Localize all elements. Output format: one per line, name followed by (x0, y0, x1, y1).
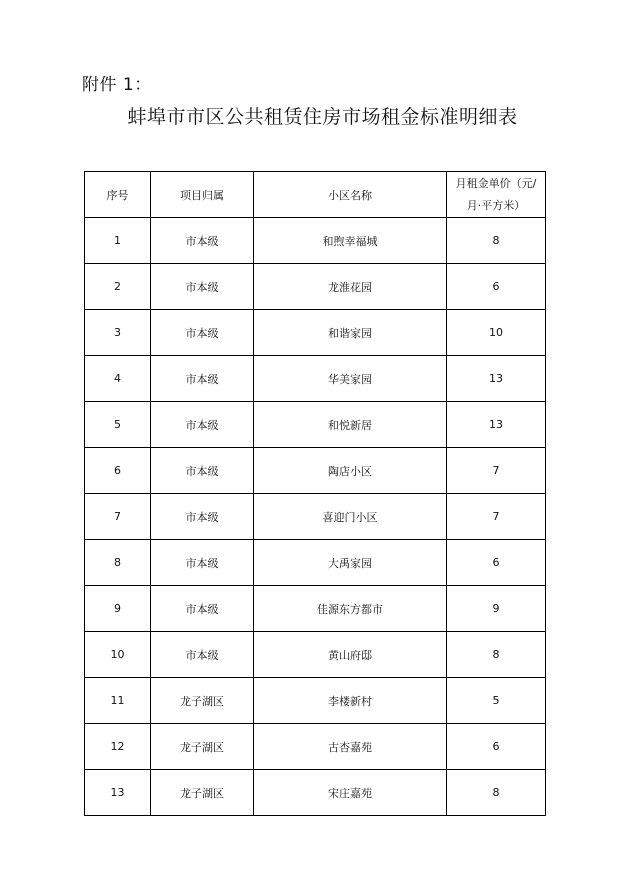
table-row (85, 264, 546, 310)
table-header-row (85, 172, 546, 218)
cell-index: 3 (85, 310, 151, 356)
cell-price: 13 (447, 402, 546, 448)
table-row (85, 356, 546, 402)
table-row (85, 310, 546, 356)
cell-index: 13 (85, 770, 151, 816)
cell-affiliation: 市本级 (151, 632, 254, 678)
cell-affiliation: 龙子湖区 (151, 678, 254, 724)
cell-price: 5 (447, 678, 546, 724)
cell-index: 1 (85, 218, 151, 264)
cell-index: 7 (85, 494, 151, 540)
table-row (85, 678, 546, 724)
table-body (85, 218, 546, 816)
cell-price: 10 (447, 310, 546, 356)
cell-price: 8 (447, 632, 546, 678)
table-row (85, 586, 546, 632)
cell-community: 龙淮花园 (254, 264, 447, 310)
cell-index: 10 (85, 632, 151, 678)
table-row (85, 402, 546, 448)
cell-index: 6 (85, 448, 151, 494)
cell-affiliation: 龙子湖区 (151, 770, 254, 816)
header-index: 序号 (85, 172, 151, 218)
cell-price: 6 (447, 540, 546, 586)
cell-community: 和煦幸福城 (254, 218, 447, 264)
cell-affiliation: 市本级 (151, 218, 254, 264)
cell-community: 陶店小区 (254, 448, 447, 494)
cell-community: 和悦新居 (254, 402, 447, 448)
cell-affiliation: 市本级 (151, 310, 254, 356)
cell-affiliation: 市本级 (151, 264, 254, 310)
header-community: 小区名称 (254, 172, 447, 218)
cell-affiliation: 市本级 (151, 494, 254, 540)
table-row (85, 494, 546, 540)
cell-community: 宋庄嘉苑 (254, 770, 447, 816)
cell-affiliation: 龙子湖区 (151, 724, 254, 770)
cell-community: 喜迎门小区 (254, 494, 447, 540)
cell-affiliation: 市本级 (151, 540, 254, 586)
table-row (85, 724, 546, 770)
cell-price: 7 (447, 494, 546, 540)
cell-index: 11 (85, 678, 151, 724)
cell-affiliation: 市本级 (151, 356, 254, 402)
cell-community: 古杏嘉苑 (254, 724, 447, 770)
cell-price: 6 (447, 264, 546, 310)
cell-affiliation: 市本级 (151, 448, 254, 494)
header-price: 月租金单价（元/月·平方米） (447, 172, 546, 218)
cell-community: 黄山府邸 (254, 632, 447, 678)
cell-community: 和谐家园 (254, 310, 447, 356)
table-row (85, 540, 546, 586)
table-row (85, 632, 546, 678)
cell-price: 9 (447, 586, 546, 632)
rent-standard-table (84, 171, 546, 816)
cell-community: 大禹家园 (254, 540, 447, 586)
cell-affiliation: 市本级 (151, 402, 254, 448)
document-title: 蚌埠市市区公共租赁住房市场租金标准明细表 (127, 106, 518, 128)
cell-index: 4 (85, 356, 151, 402)
table-row (85, 770, 546, 816)
cell-index: 2 (85, 264, 151, 310)
cell-community: 华美家园 (254, 356, 447, 402)
cell-community: 佳源东方都市 (254, 586, 447, 632)
cell-index: 5 (85, 402, 151, 448)
table-row (85, 448, 546, 494)
cell-price: 13 (447, 356, 546, 402)
cell-price: 8 (447, 218, 546, 264)
cell-index: 8 (85, 540, 151, 586)
cell-index: 12 (85, 724, 151, 770)
cell-affiliation: 市本级 (151, 586, 254, 632)
cell-price: 8 (447, 770, 546, 816)
cell-price: 7 (447, 448, 546, 494)
cell-community: 李楼新村 (254, 678, 447, 724)
header-affiliation: 项目归属 (151, 172, 254, 218)
attachment-label: 附件 1： (82, 75, 152, 95)
cell-price: 6 (447, 724, 546, 770)
table-row (85, 218, 546, 264)
cell-index: 9 (85, 586, 151, 632)
